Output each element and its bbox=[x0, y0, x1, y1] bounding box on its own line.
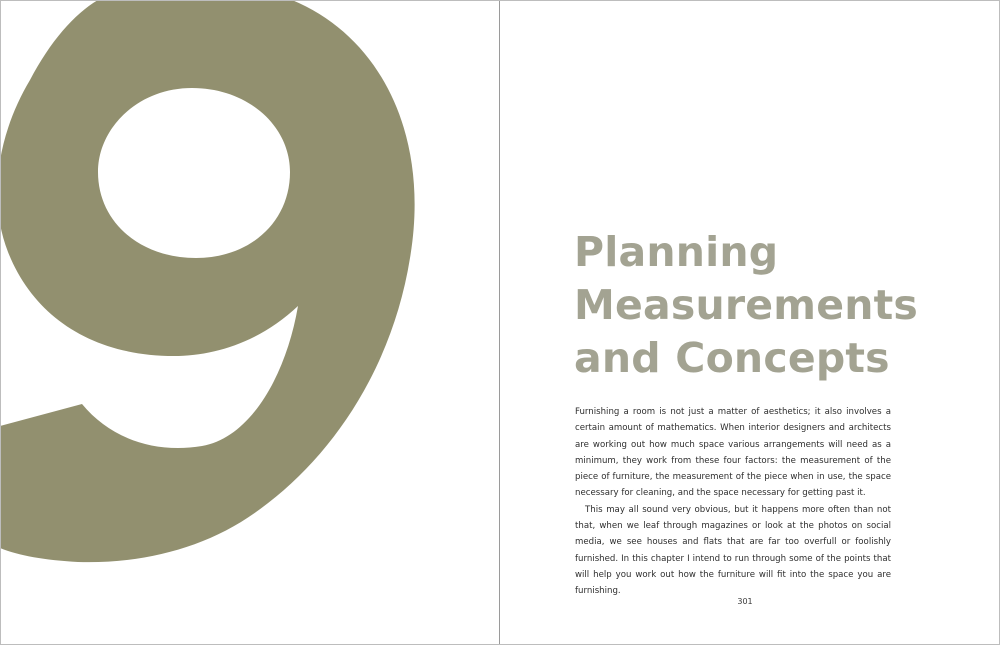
chapter-title-line-3: and Concepts bbox=[574, 334, 890, 382]
chapter-numeral-nine bbox=[0, 0, 499, 645]
chapter-title-line-2: Measurements bbox=[574, 281, 919, 329]
chapter-title bbox=[574, 226, 918, 385]
body-paragraph-2: This may all sound very obvious, but it happens more often than not that, when we leaf through magazines or look at the photos on social media, we see houses and flats that are far too overfull or foolishly furnished. In this chapter I intend to run through some of the points that will help you work out how the furniture will fit into the space you are furnishing. bbox=[575, 504, 891, 597]
left-page bbox=[0, 0, 499, 645]
right-page bbox=[500, 0, 1000, 645]
body-paragraph-1: Furnishing a room is not just a matter of aesthetics; it also involves a certain amount of mathematics. When interior designers and architects are working out how much space various arrangements will need as a minimum, they work from these four factors: the measurement of the piece of furniture, the measurement of the piece when in use, the space necessary for cleaning, and the space necessary for getting past it. bbox=[575, 407, 891, 499]
chapter-title-line-1: Planning bbox=[574, 228, 779, 276]
page-number: 301 bbox=[737, 597, 753, 606]
body-text bbox=[575, 404, 891, 600]
